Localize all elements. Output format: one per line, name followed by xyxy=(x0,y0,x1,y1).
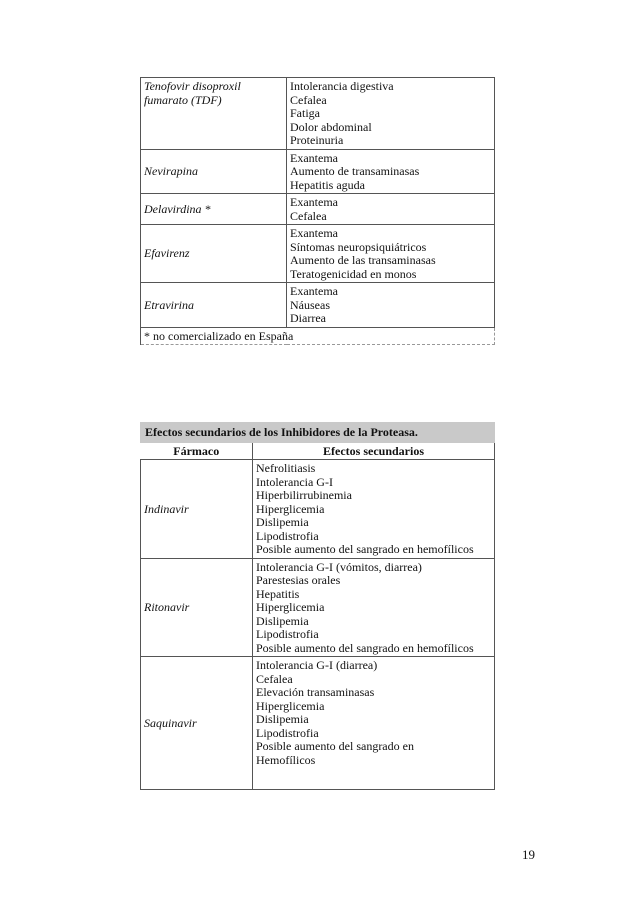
nnrti-side-effects-table xyxy=(140,77,495,345)
side-effect: Intolerancia digestiva xyxy=(290,79,394,93)
side-effect: Dislipemia xyxy=(256,712,309,726)
side-effects-cell xyxy=(287,283,495,328)
side-effect: Exantema xyxy=(290,195,338,209)
table-row xyxy=(141,78,495,150)
side-effect: Teratogenicidad en monos xyxy=(290,266,417,281)
side-effect: Parestesias orales xyxy=(256,573,341,587)
drug-name: Ritonavir xyxy=(141,558,253,657)
footnote: * no comercializado en España xyxy=(141,327,495,345)
drug-name: Delavirdina * xyxy=(141,194,287,225)
table-title-row xyxy=(141,423,495,443)
side-effect: Hemofílicos xyxy=(256,752,316,767)
side-effect: Fatiga xyxy=(290,106,320,120)
side-effects-cell xyxy=(287,149,495,194)
drug-name: Saquinavir xyxy=(141,657,253,790)
side-effects-cell xyxy=(287,78,495,150)
side-effect: Síntomas neuropsiquiátricos xyxy=(290,239,427,254)
side-effect: Cefalea xyxy=(290,92,327,107)
table-row xyxy=(141,460,495,559)
side-effects-cell xyxy=(253,558,495,657)
column-header-effects: Efectos secundarios xyxy=(253,442,495,460)
side-effect: Hiperglicemia xyxy=(256,698,325,713)
side-effect: Posible aumento del sangrado en hemofílicos xyxy=(256,542,474,556)
side-effect: Intolerancia G-I (diarrea) xyxy=(256,658,378,672)
drug-name: Tenofovir disoproxil fumarato (TDF) xyxy=(141,78,287,150)
side-effect: Lipodistrofia xyxy=(256,627,319,641)
side-effect: Exantema xyxy=(290,226,338,240)
side-effect: Hiperbilirrubinemia xyxy=(256,488,352,502)
side-effect: Elevación transaminasas xyxy=(256,685,375,699)
table-row xyxy=(141,149,495,194)
side-effect: Exantema xyxy=(290,150,338,165)
table-row xyxy=(141,225,495,283)
side-effect: Hiperglicemia xyxy=(256,600,325,614)
table-body xyxy=(141,423,495,790)
table-title: Efectos secundarios de los Inhibidores de la Proteasa. xyxy=(141,423,495,443)
side-effect: Diarrea xyxy=(290,311,326,325)
drug-name: Efavirenz xyxy=(141,225,287,283)
table-row xyxy=(141,194,495,225)
table-row xyxy=(141,657,495,790)
side-effects-cell xyxy=(253,657,495,790)
side-effect: Proteinuria xyxy=(290,133,344,147)
table-row xyxy=(141,283,495,328)
side-effects-cell xyxy=(253,460,495,559)
table-row xyxy=(141,558,495,657)
side-effect: Lipodistrofia xyxy=(256,725,319,740)
side-effect: Cefalea xyxy=(256,671,293,686)
side-effect: Dislipemia xyxy=(256,515,309,529)
side-effect: Posible aumento del sangrado en xyxy=(256,739,414,753)
side-effect: Dolor abdominal xyxy=(290,119,372,134)
side-effect: Intolerancia G-I (vómitos, diarrea) xyxy=(256,559,422,574)
side-effect: Exantema xyxy=(290,284,338,298)
side-effect: Cefalea xyxy=(290,208,327,223)
table-header-row xyxy=(141,442,495,460)
side-effect: Lipodistrofia xyxy=(256,528,319,543)
drug-name: Nevirapina xyxy=(141,149,287,194)
side-effect: Dislipemia xyxy=(256,613,309,628)
side-effect: Hepatitis xyxy=(256,586,300,601)
side-effects-cell xyxy=(287,194,495,225)
side-effect: Nefrolitiasis xyxy=(256,461,316,475)
side-effect: Aumento de transaminasas xyxy=(290,164,420,178)
side-effect: Intolerancia G-I xyxy=(256,474,333,489)
page-number: 19 xyxy=(522,847,535,862)
footnote-row xyxy=(141,327,495,345)
side-effect: Hepatitis aguda xyxy=(290,177,365,192)
side-effect: Hiperglicemia xyxy=(256,501,325,516)
side-effect: Náuseas xyxy=(290,297,330,312)
table-body xyxy=(141,78,495,345)
drug-name: Indinavir xyxy=(141,460,253,559)
side-effect: Posible aumento del sangrado en hemofílicos xyxy=(256,640,474,655)
protease-inhibitors-table xyxy=(140,422,495,790)
side-effect: Aumento de las transaminasas xyxy=(290,253,436,267)
drug-name: Etravirina xyxy=(141,283,287,328)
column-header-drug: Fármaco xyxy=(141,442,253,460)
side-effects-cell xyxy=(287,225,495,283)
